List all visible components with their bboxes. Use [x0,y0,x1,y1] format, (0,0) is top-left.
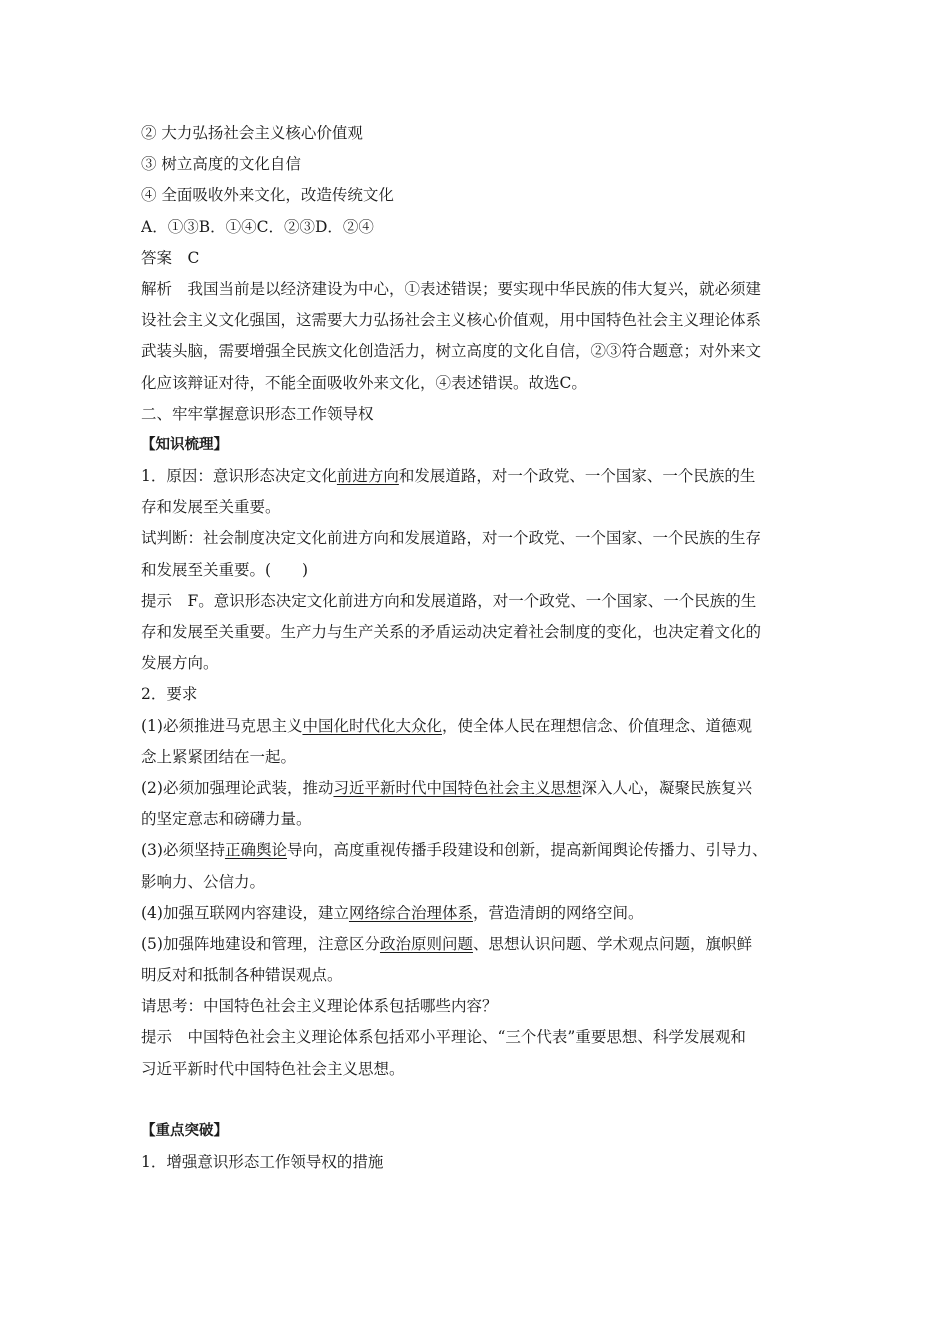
hint-line: 习近平新时代中国特色社会主义思想。 [141,1059,405,1078]
text: (5)加强阵地建设和管理，注意区分 [141,934,380,953]
requirement-1-cont: 念上紧紧团结在一起。 [141,747,297,766]
judge-line: 和发展至关重要。( ) [141,560,309,579]
spacer [141,1085,813,1116]
text: (4)加强互联网内容建设，建立 [141,903,349,922]
underlined-term: 正确舆论 [224,841,287,860]
analysis-line: 武装头脑，需要增强全民族文化创造活力，树立高度的文化自信，②③符合题意；对外来文 [141,342,762,361]
hint-line: 提示 F。意识形态决定文化前进方向和发展道路，对一个政党、一个国家、一个民族的生 [141,591,757,610]
hint-line: 发展方向。 [141,654,219,673]
requirement-4 [141,898,813,929]
think-question: 请思考：中国特色社会主义理论体系包括哪些内容？ [141,997,498,1016]
requirement-3 [141,835,813,866]
text: (2)必须加强理论武装，推动 [141,778,334,797]
key-points-heading: 【重点突破】 [141,1123,228,1139]
text: 导向，高度重视传播手段建设和创新，提高新闻舆论传播力、引导力、 [286,841,768,860]
hint-line: 提示 中国特色社会主义理论体系包括邓小平理论、“三个代表”重要思想、科学发展观和 [141,1028,746,1047]
analysis-line: 解析 我国当前是以经济建设为中心，①表述错误；要实现中华民族的伟大复兴，就必须建 [141,279,762,298]
answer: 答案 C [141,248,200,267]
option-2: ② 大力弘扬社会主义核心价值观 [141,124,363,142]
text: ，营造清朗的网络空间。 [472,903,644,922]
option-3: ③ 树立高度的文化自信 [141,155,301,174]
requirement-2-cont: 的坚定意志和磅礴力量。 [141,810,312,829]
text: ，使全体人民在理想信念、价值理念、道德观 [441,716,752,735]
requirement-5-cont: 明反对和抵制各种错误观点。 [141,966,343,985]
reason-line [141,461,813,492]
requirement-3-cont: 影响力、公信力。 [141,872,266,891]
requirement-2 [141,773,813,804]
option-4: ④ 全面吸收外来文化，改造传统文化 [141,186,394,205]
text: 和发展道路，对一个政党、一个国家、一个民族的生 [398,467,756,486]
underlined-term: 习近平新时代中国特色社会主义思想 [333,778,582,797]
underlined-term: 中国化时代化大众化 [302,716,442,735]
requirement-1 [141,711,813,742]
text: 1．原因：意识形态决定文化 [141,467,337,486]
requirements-heading: 2．要求 [141,685,198,704]
text: 、思想认识问题、学术观点问题，旗帜鲜 [472,934,752,953]
judge-line: 试判断：社会制度决定文化前进方向和发展道路，对一个政党、一个国家、一个民族的生存 [141,529,762,548]
document-body [141,118,813,1178]
underlined-term: 网络综合治理体系 [348,903,473,922]
analysis-line: 设社会主义文化强国，这需要大力弘扬社会主义核心价值观，用中国特色社会主义理论体系 [141,311,762,330]
analysis-line: 化应该辩证对待，不能全面吸收外来文化，④表述错误。故选C。 [141,373,587,392]
text: (3)必须坚持 [141,841,225,860]
text: 深入人心，凝聚民族复兴 [581,778,752,797]
underlined-term: 政治原则问题 [379,934,473,953]
answer-choices: A．①③B．①④C．②③D．②④ [141,217,374,236]
section-heading: 二、牢牢掌握意识形态工作领导权 [141,404,374,423]
underlined-term: 前进方向 [336,467,399,486]
text: (1)必须推进马克思主义 [141,716,303,735]
hint-line: 存和发展至关重要。生产力与生产关系的矛盾运动决定着社会制度的变化，也决定着文化的 [141,623,762,641]
measures-heading: 1．增强意识形态工作领导权的措施 [141,1153,384,1172]
reason-line: 存和发展至关重要。 [141,498,281,517]
knowledge-heading: 【知识梳理】 [141,436,228,453]
requirement-5 [141,929,813,960]
